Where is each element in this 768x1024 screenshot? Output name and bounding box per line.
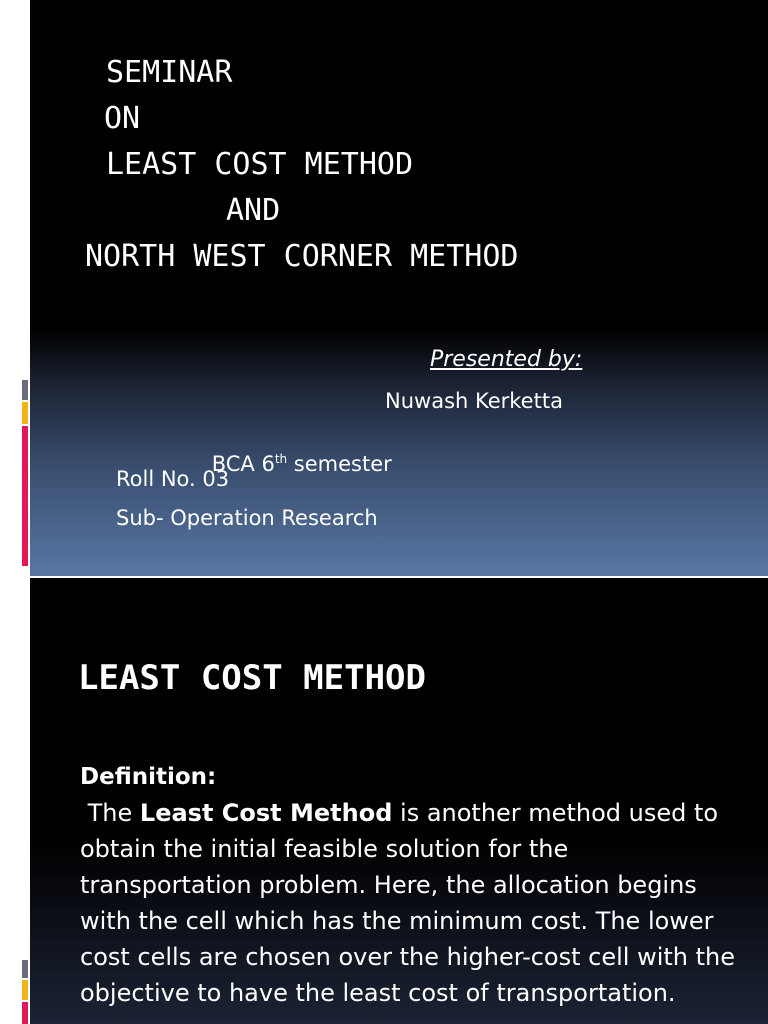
course-suffix: semester — [287, 452, 392, 476]
paragraph-intro: The — [80, 799, 140, 827]
title-line-on: ON — [104, 101, 141, 136]
definition-paragraph — [80, 795, 740, 1011]
bar-icon — [16, 634, 30, 662]
paragraph-rest: is another method used to obtain the initial feasible solution for the transportation problem. Here, the allocation begins with the cell which has the minimum cost. The lower cost cells are chosen over the higher-cost cell with the objective to have the least cost of transportation. — [80, 799, 736, 1007]
course-prefix: BCA 6 — [211, 452, 275, 476]
stripe-gray — [22, 380, 28, 400]
bar-icon — [16, 60, 30, 88]
slide-heading: LEAST COST METHOD — [78, 658, 426, 698]
roll-number: Roll No. 03 — [116, 467, 230, 491]
title-line-and: AND — [226, 193, 281, 228]
stripe-yellow — [22, 402, 28, 424]
stripe-pink — [22, 426, 28, 566]
presenter-name: Nuwash Kerketta — [385, 389, 563, 413]
definition-label: Definition: — [80, 764, 217, 790]
title-slide — [30, 0, 768, 576]
subject: Sub- Operation Research — [116, 506, 378, 530]
title-line-north-west: NORTH WEST CORNER METHOD — [85, 239, 519, 274]
stripe-gray — [22, 960, 28, 978]
stripe-yellow — [22, 980, 28, 1000]
paragraph-bold-term: Least Cost Method — [139, 799, 393, 827]
stripe-pink — [22, 1002, 28, 1024]
left-strip-top — [0, 0, 30, 576]
left-strip-bottom — [0, 578, 30, 1024]
presented-by-label: Presented by: — [430, 347, 583, 372]
definition-slide — [30, 578, 768, 1024]
course-sup: th — [274, 452, 288, 466]
title-line-seminar: SEMINAR — [106, 55, 233, 90]
title-line-least-cost: LEAST COST METHOD — [106, 147, 414, 182]
